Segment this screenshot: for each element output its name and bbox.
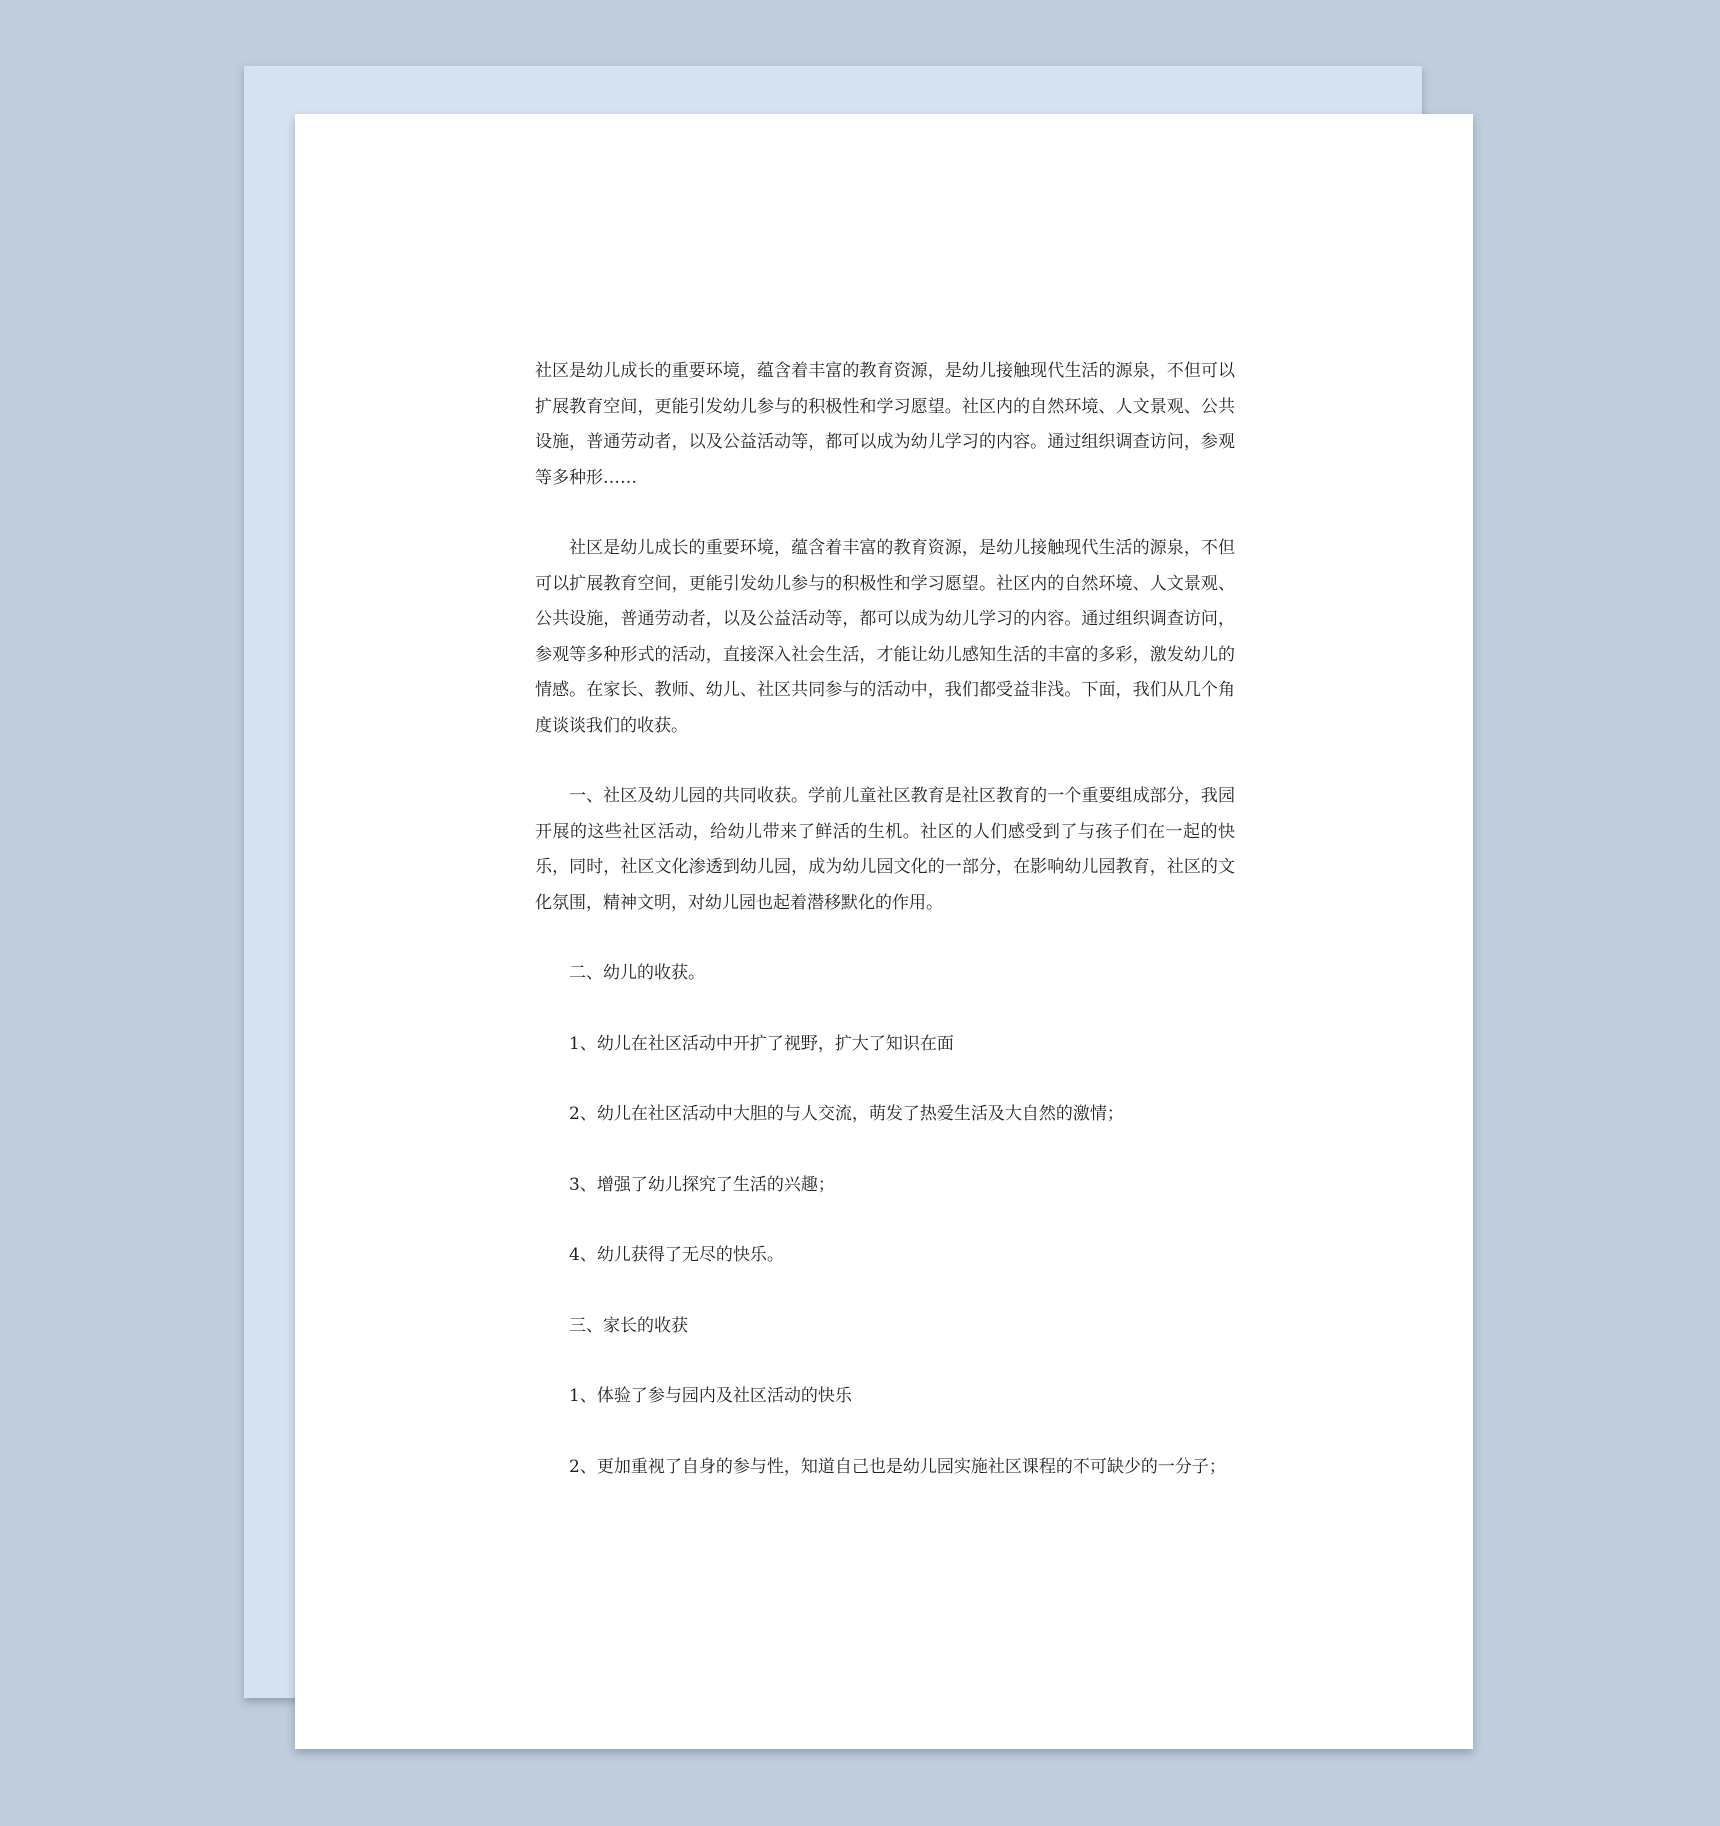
list-item: 2、更加重视了自身的参与性，知道自己也是幼儿园实施社区课程的不可缺少的一分子；: [569, 1456, 1226, 1477]
list-item: 2、幼儿在社区活动中大胆的与人交流，萌发了热爱生活及大自然的激情；: [569, 1104, 1124, 1124]
list-item: 1、体验了参与园内及社区活动的快乐: [569, 1386, 852, 1406]
section-three-heading: 三、家长的收获: [569, 1315, 688, 1336]
section-two-heading: 二、幼儿的收获。: [569, 963, 705, 983]
list-item: 1、幼儿在社区活动中开扩了视野，扩大了知识在面: [569, 1033, 954, 1054]
intro-paragraph: 社区是幼儿成长的重要环境，蕴含着丰富的教育资源，是幼儿接触现代生活的源泉，不但可以扩展教育空间，更能引发幼儿参与的积极性和学习愿望。社区内的自然环境、人文景观、公共设施，普通劳动者，以及公益活动等，都可以成为幼儿学习的内容。通过组织调查访问，参观等多种形式的活动，直接深入社会生活，才能让幼儿感知生活的丰富的多彩，激发幼儿的情感。在家长、教师、幼儿、社区共同参与的活动中，我们都受益非浅。下面，我们从几个角度谈谈我们的收获。: [535, 538, 1235, 736]
list-item: 4、幼儿获得了无尽的快乐。: [569, 1245, 784, 1265]
document-page: [295, 114, 1473, 1749]
section-one-paragraph: 一、社区及幼儿园的共同收获。学前儿童社区教育是社区教育的一个重要组成部分，我园开展的这些社区活动，给幼儿带来了鲜活的生机。社区的人们感受到了与孩子们在一起的快乐，同时，社区文化渗透到幼儿园，成为幼儿园文化的一部分，在影响幼儿园教育，社区的文化氛围，精神文明，对幼儿园也起着潜移默化的作用。: [535, 786, 1235, 913]
document-body: [535, 354, 1235, 1520]
list-item: 3、增强了幼儿探究了生活的兴趣；: [569, 1174, 835, 1195]
summary-paragraph: 社区是幼儿成长的重要环境，蕴含着丰富的教育资源，是幼儿接触现代生活的源泉，不但可以扩展教育空间，更能引发幼儿参与的积极性和学习愿望。社区内的自然环境、人文景观、公共设施，普通劳动者，以及公益活动等，都可以成为幼儿学习的内容。通过组织调查访问，参观等多种形……: [535, 361, 1235, 488]
